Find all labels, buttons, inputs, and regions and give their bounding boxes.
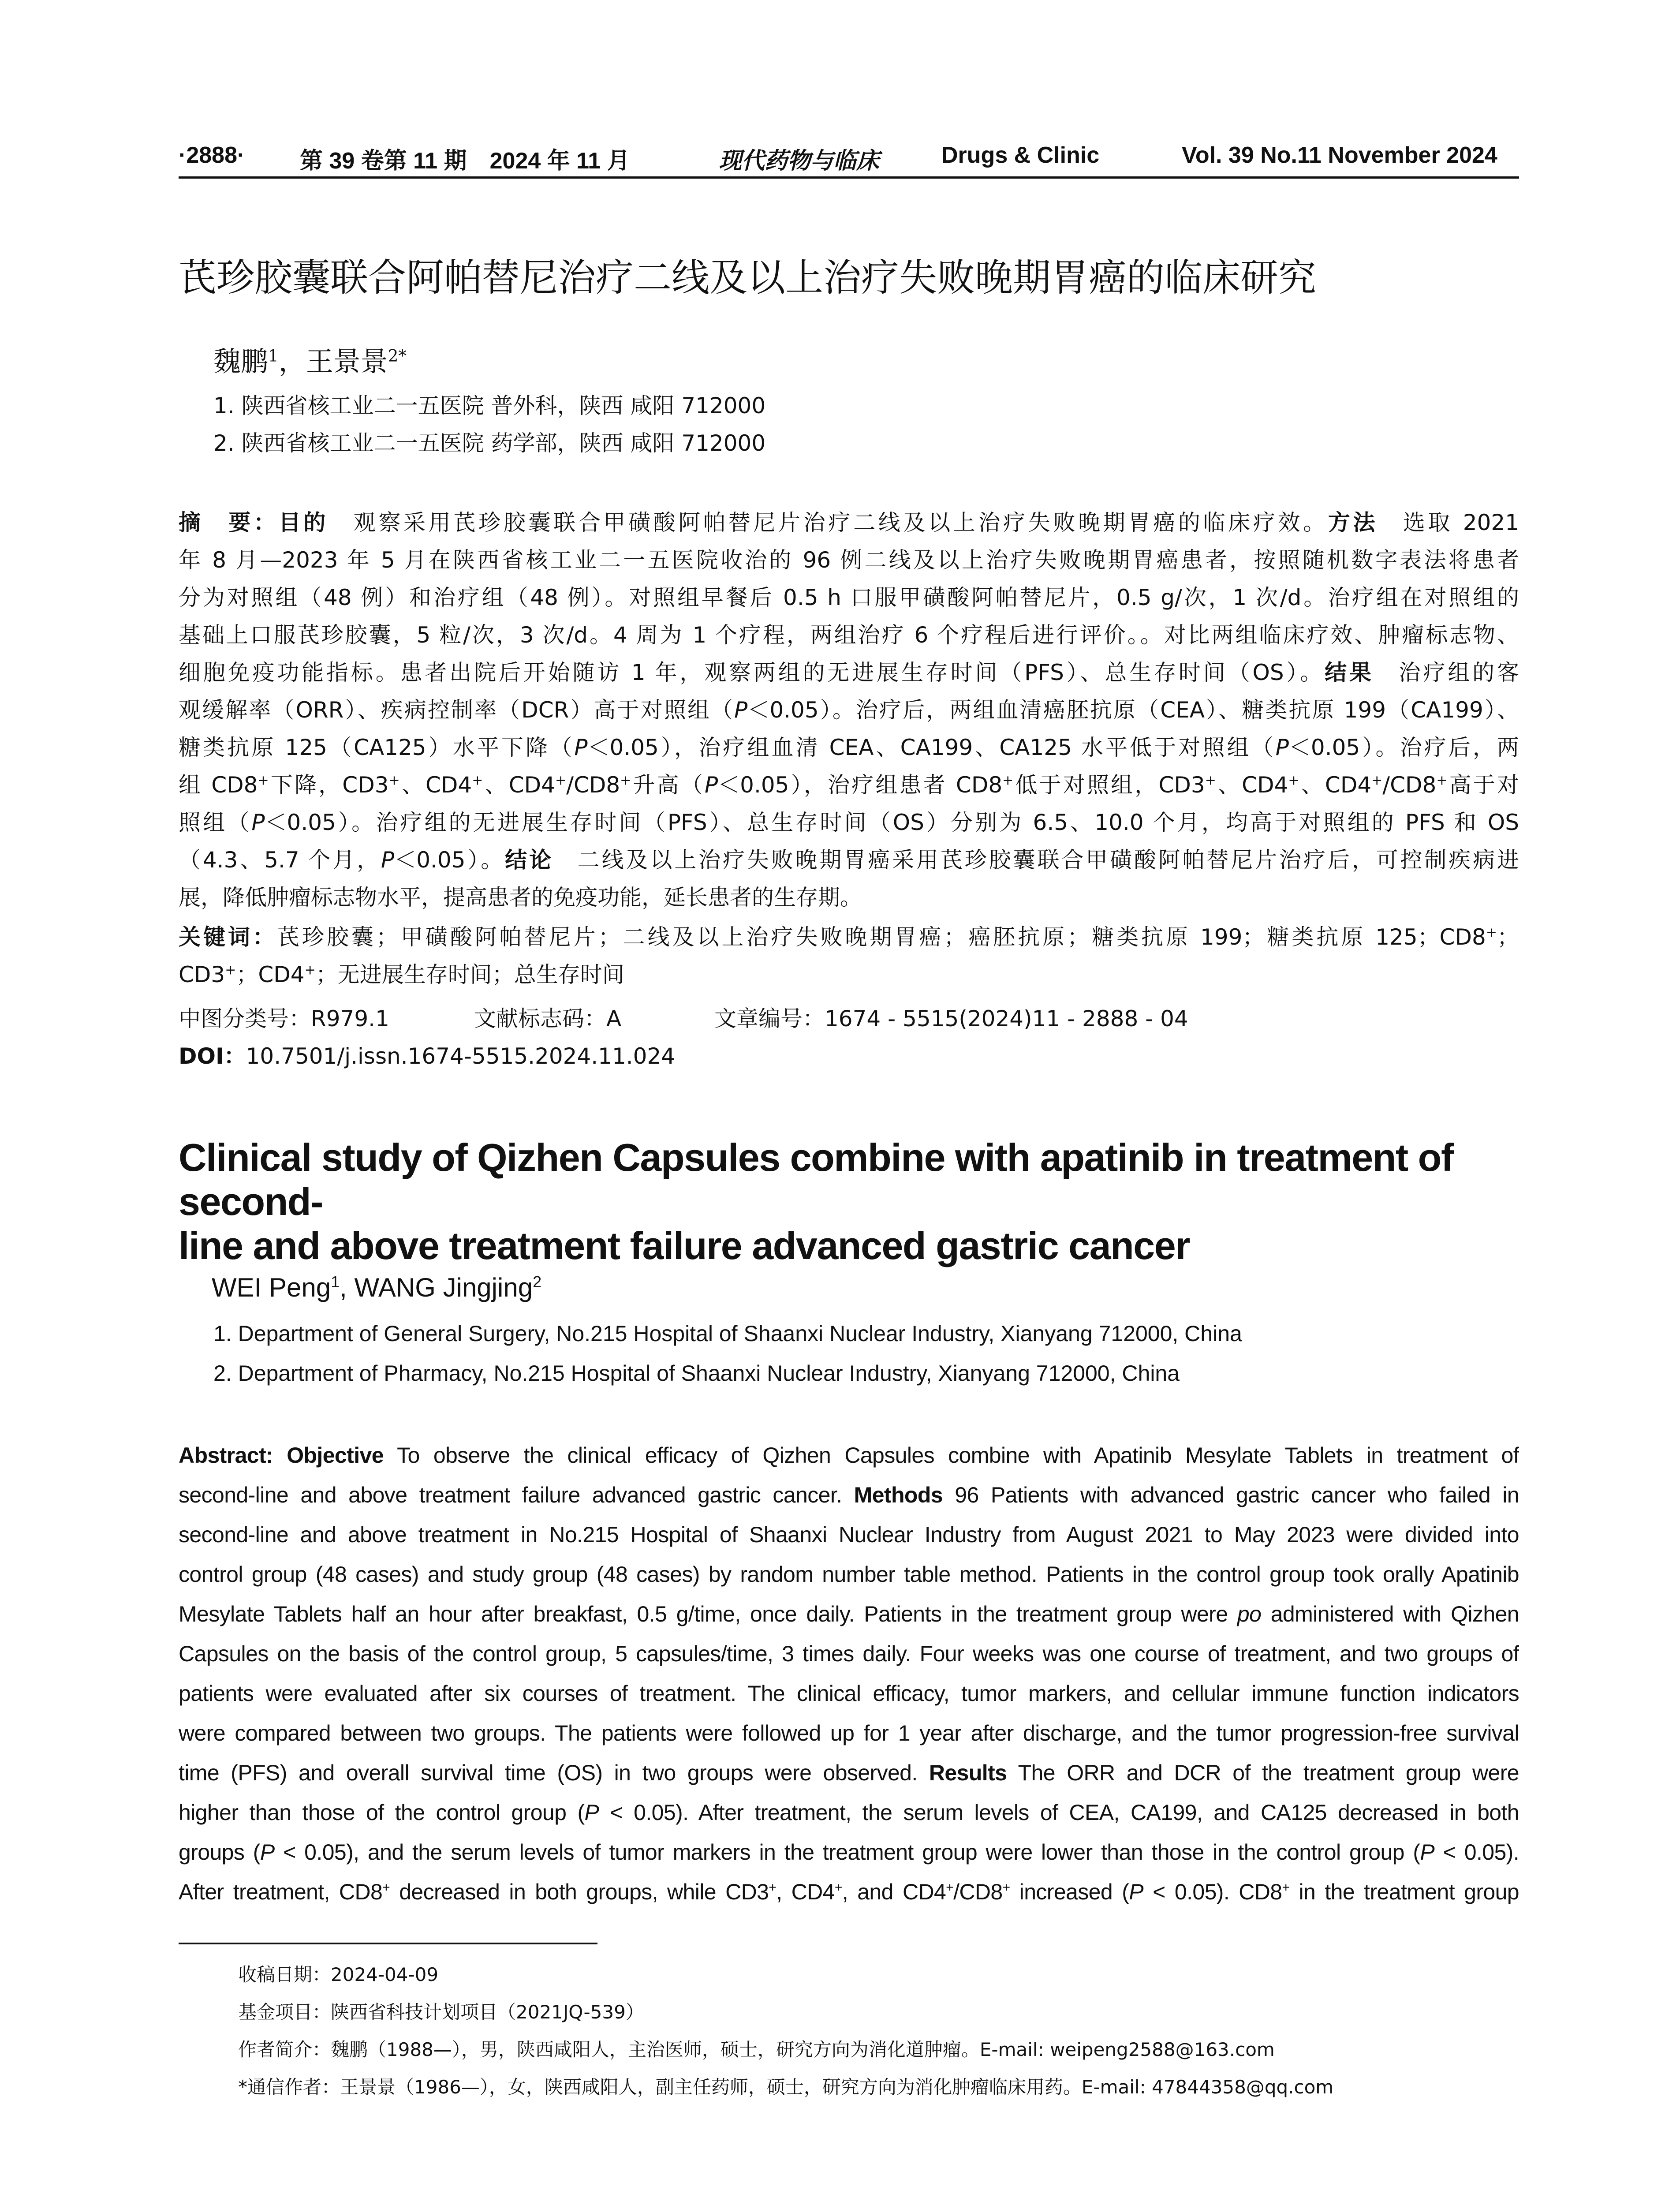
abstract-en-line: second-line and above treatment in No.215 Hospital of Shaanxi Nuclear Industry from August 2021 to May 2023 were divided into <box>179 1522 1519 1547</box>
affiliation-2-cn: 2. 陕西省核工业二一五医院 药学部，陕西 咸阳 712000 <box>213 430 766 456</box>
footnote-received: 收稿日期：2024-04-09 <box>238 1964 439 1985</box>
abstract-en-line: second-line and above treatment failure advanced gastric cancer. Methods 96 Patients with advanced gastric cancer who failed in <box>179 1483 1519 1507</box>
footnote-rule <box>179 1943 597 1944</box>
page-number: ·2888· <box>179 142 245 168</box>
article-title-en: Clinical study of Qizhen Capsules combine with apatinib in treatment of second- line and above treatment failure advanced gastric cancer <box>179 1136 1453 1267</box>
footnote-corresponding: *通信作者：王景景（1986—），女，陕西咸阳人，副主任药师，硕士，研究方向为消化肿瘤临床用药。E-mail: 47844358@qq.com <box>238 2076 1334 2098</box>
abstract-cn-line: 分为对照组（48 例）和治疗组（48 例）。对照组早餐后 0.5 h 口服甲磺酸阿帕替尼片，0.5 g/次，1 次/d。治疗组在对照组的 <box>179 585 1519 610</box>
abstract-en-line: control group (48 cases) and study group (48 cases) by random number table method. Patients in the control group took orally Apatinib <box>179 1562 1519 1587</box>
journal-name-en: Drugs & Clinic <box>941 142 1100 168</box>
abstract-cn-line: 糖类抗原 125（CA125）水平下降（P＜0.05），治疗组血清 CEA、CA199、CA125 水平低于对照组（P＜0.05）。治疗后，两 <box>179 735 1519 760</box>
abstract-cn-line: 展，降低肿瘤标志物水平，提高患者的免疫功能，延长患者的生存期。 <box>179 885 862 910</box>
author-2: 王景景 <box>306 345 388 377</box>
abstract-en-line: Mesylate Tablets half an hour after breakfast, 0.5 g/time, once daily. Patients in the treatment group were po administered with Qizhen <box>179 1602 1519 1626</box>
abstract-cn-line: 年 8 月—2023 年 5 月在陕西省核工业二一五医院收治的 96 例二线及以上治疗失败晚期胃癌患者，按照随机数字表法将患者 <box>179 547 1519 573</box>
keywords-cn: 关键词：芪珍胶囊；甲磺酸阿帕替尼片；二线及以上治疗失败晚期胃癌；癌胚抗原；糖类抗原 199；糖类抗原 125；CD8+； <box>179 924 1519 950</box>
article-number: 文章编号：1674 - 5515(2024)11 - 2888 - 04 <box>714 1006 1188 1031</box>
abstract-cn-line: （4.3、5.7 个月，P＜0.05）。结论 二线及以上治疗失败晚期胃癌采用芪珍胶囊联合甲磺酸阿帕替尼片治疗后，可控制疾病进 <box>179 847 1519 873</box>
footnote-fund: 基金项目：陕西省科技计划项目（2021JQ-539） <box>238 2001 644 2023</box>
abstract-en-line: Abstract: Objective To observe the clinical efficacy of Qizhen Capsules combine with Apatinib Mesylate Tablets in treatment of <box>179 1443 1519 1468</box>
journal-name-cn: 现代药物与临床 <box>719 147 880 174</box>
abstract-en-line: higher than those of the control group (P < 0.05). After treatment, the serum levels of CEA, CA199, and CA125 decreased in both <box>179 1800 1519 1825</box>
affiliation-1-en: 1. Department of General Surgery, No.215 Hospital of Shaanxi Nuclear Industry, Xianyang 712000, China <box>213 1321 1242 1346</box>
abstract-cn-line: 组 CD8+下降，CD3+、CD4+、CD4+/CD8+升高（P＜0.05），治疗组患者 CD8+低于对照组，CD3+、CD4+、CD4+/CD8+高于对 <box>179 772 1519 798</box>
article-title-cn: 芪珍胶囊联合阿帕替尼治疗二线及以上治疗失败晚期胃癌的临床研究 <box>179 256 1316 300</box>
header-rule <box>179 176 1519 179</box>
abstract-en-line: After treatment, CD8+ decreased in both groups, while CD3+, CD4+, and CD4+/CD8+ increased (P < 0.05). CD8+ in the treatment group <box>179 1880 1519 1904</box>
abstract-cn-line: 摘 要：目的 观察采用芪珍胶囊联合甲磺酸阿帕替尼片治疗二线及以上治疗失败晚期胃癌的临床疗效。方法 选取 2021 <box>179 510 1519 535</box>
author-2-sup: 2* <box>388 346 407 366</box>
author-1-sup: 1 <box>268 346 279 366</box>
abstract-en-line: time (PFS) and overall survival time (OS) in two groups were observed. Results The ORR and DCR of the treatment group were <box>179 1760 1519 1785</box>
issue-cn: 第 39 卷第 11 期 2024 年 11 月 <box>300 148 630 174</box>
author-sep: ， <box>278 345 306 377</box>
document-code: 文献标志码：A <box>474 1006 622 1031</box>
issue-en: Vol. 39 No.11 November 2024 <box>1182 142 1497 168</box>
abstract-en-line: were compared between two groups. The patients were followed up for 1 year after discharge, and the tumor progression-free survival <box>179 1721 1519 1745</box>
authors-en: WEI Peng$^1$, WANG Jingjing$^2$ <box>212 1273 542 1302</box>
affiliation-1-cn: 1. 陕西省核工业二一五医院 普外科，陕西 咸阳 712000 <box>213 393 766 419</box>
doi: DOI：10.7501/j.issn.1674-5515.2024.11.024 <box>179 1043 676 1069</box>
affiliation-2-en: 2. Department of Pharmacy, No.215 Hospital of Shaanxi Nuclear Industry, Xianyang 712000, China <box>213 1361 1180 1386</box>
abstract-en-line: Capsules on the basis of the control group, 5 capsules/time, 3 times daily. Four weeks was one course of treatment, and two groups of <box>179 1641 1519 1666</box>
abstract-en-line: patients were evaluated after six courses of treatment. The clinical efficacy, tumor markers, and cellular immune function indicators <box>179 1681 1519 1706</box>
author-1: 魏鹏 <box>213 345 269 377</box>
abstract-en-line: groups (P < 0.05), and the serum levels of tumor markers in the treatment group were lower than those in the control group (P < 0.05). <box>179 1840 1519 1865</box>
abstract-cn-line: 细胞免疫功能指标。患者出院后开始随访 1 年，观察两组的无进展生存时间（PFS）、总生存时间（OS）。结果 治疗组的客 <box>179 660 1519 685</box>
footnote-author-bio: 作者简介：魏鹏（1988—），男，陕西咸阳人，主治医师，硕士，研究方向为消化道肿瘤。E-mail: weipeng2588@163.com <box>238 2039 1275 2060</box>
abstract-cn-line: 照组（P＜0.05）。治疗组的无进展生存时间（PFS）、总生存时间（OS）分别为 6.5、10.0 个月，均高于对照组的 PFS 和 OS <box>179 810 1519 835</box>
keywords-cn-cont: CD3+；CD4+；无进展生存时间；总生存时间 <box>179 962 624 987</box>
abstract-cn-line: 基础上口服芪珍胶囊，5 粒/次，3 次/d。4 周为 1 个疗程，两组治疗 6 个疗程后进行评价。。对比两组临床疗效、肿瘤标志物、 <box>179 622 1519 648</box>
abstract-cn-line: 观缓解率（ORR）、疾病控制率（DCR）高于对照组（P＜0.05）。治疗后，两组血清癌胚抗原（CEA）、糖类抗原 199（CA199）、 <box>179 697 1519 723</box>
authors-cn <box>213 340 407 379</box>
clc-number: 中图分类号：R979.1 <box>179 1006 389 1031</box>
